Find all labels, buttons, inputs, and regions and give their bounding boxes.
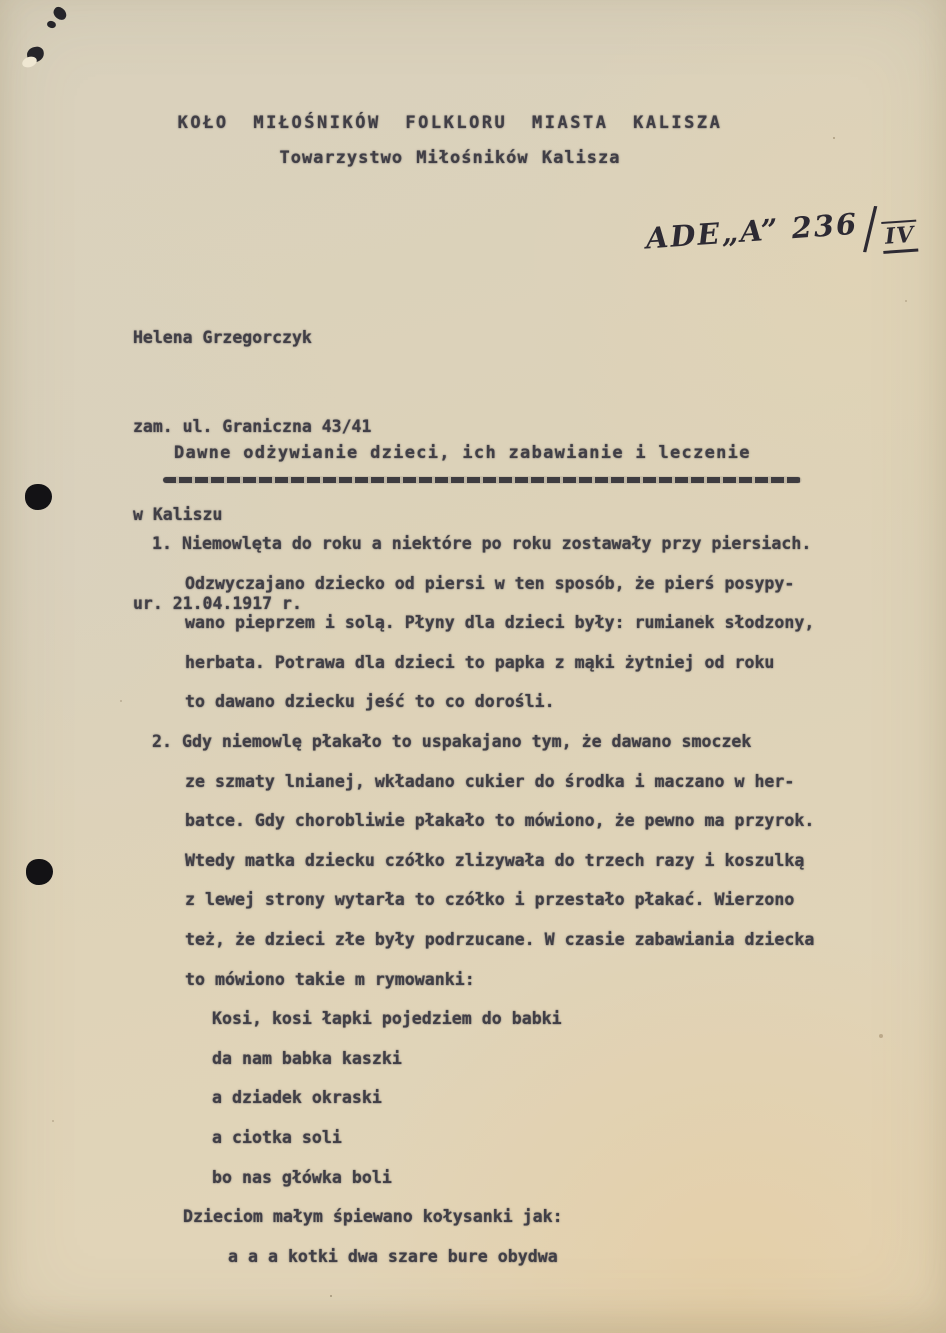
typed-line: też, że dzieci złe były podrzucane. W czasie zabawiania dziecka — [185, 929, 815, 949]
black-dot-marker-top — [25, 484, 52, 510]
archive-ref-roman-numeral: IV — [881, 220, 919, 254]
typed-line: herbata. Potrawa dla dzieci to papka z mąki żytniej od roku — [185, 652, 775, 672]
title-underline — [163, 477, 801, 483]
typed-line: to mówiono takie m rymowanki: — [185, 969, 475, 989]
typed-line: 2. Gdy niemowlę płakało to uspakajano tym, że dawano smoczek — [152, 731, 752, 751]
typed-line: Dzieciom małym śpiewano kołysanki jak: — [183, 1207, 563, 1227]
informant-name: Helena Grzegorczyk — [133, 328, 312, 347]
paper-speckles — [0, 0, 2, 2]
rhyme-line: a dziadek okraski — [212, 1088, 382, 1108]
typed-line: Odzwyczajano dziecko od piersi w ten sposób, że pierś posypy- — [185, 573, 795, 593]
informant-birthdate: ur. 21.04.1917 r. — [133, 593, 302, 613]
organization-subtitle: Towarzystwo Miłośników Kalisza — [279, 148, 621, 168]
typed-line: ze szmaty lnianej, wkładano cukier do środka i maczano w her- — [185, 771, 795, 791]
rhyme-line: a ciotka soli — [212, 1127, 342, 1147]
ink-blot-1 — [51, 5, 69, 22]
archive-ref-slash: / — [863, 195, 879, 263]
handwritten-archive-reference — [644, 195, 919, 271]
typed-line: 1. Niemowlęta do roku a niektóre po roku zostawały przy piersiach. — [152, 534, 812, 553]
rhyme-line: da nam babka kaszki — [212, 1048, 402, 1068]
archive-ref-prefix: ADE„A” — [644, 212, 781, 256]
archive-ref-number: 236 — [778, 206, 860, 247]
typed-line: batce. Gdy chorobliwie płakało to mówiono, że pewno ma przyrok. — [185, 811, 815, 831]
typed-line: z lewej strony wytarła to czółko i przestało płakać. Wierzono — [185, 890, 795, 910]
document-body — [0, 524, 946, 1276]
rhyme-line: Kosi, kosi łapki pojedziem do babki — [212, 1009, 562, 1029]
typed-line: Wtedy matka dziecku czółko zlizywała do trzech razy i koszulką — [185, 850, 805, 870]
lullaby-line: a a a kotki dwa szare bure obydwa — [228, 1246, 558, 1266]
informant-city: w Kaliszu — [133, 505, 223, 524]
ink-blot-2 — [46, 20, 57, 29]
ink-blot-highlight — [21, 55, 39, 70]
letterhead — [0, 113, 900, 168]
organization-name: KOŁO MIŁOŚNIKÓW FOLKLORU MIASTA KALISZA — [177, 113, 723, 133]
document-title: Dawne odżywianie dzieci, ich zabawianie i leczenie — [174, 443, 751, 463]
typed-line: wano pieprzem i solą. Płyny dla dzieci były: rumianek słodzony, — [185, 613, 815, 633]
informant-address: zam. ul. Graniczna 43/41 — [133, 416, 372, 436]
typed-line: to dawano dziecku jeść to co dorośli. — [185, 692, 555, 712]
rhyme-line: bo nas główka boli — [212, 1167, 392, 1187]
